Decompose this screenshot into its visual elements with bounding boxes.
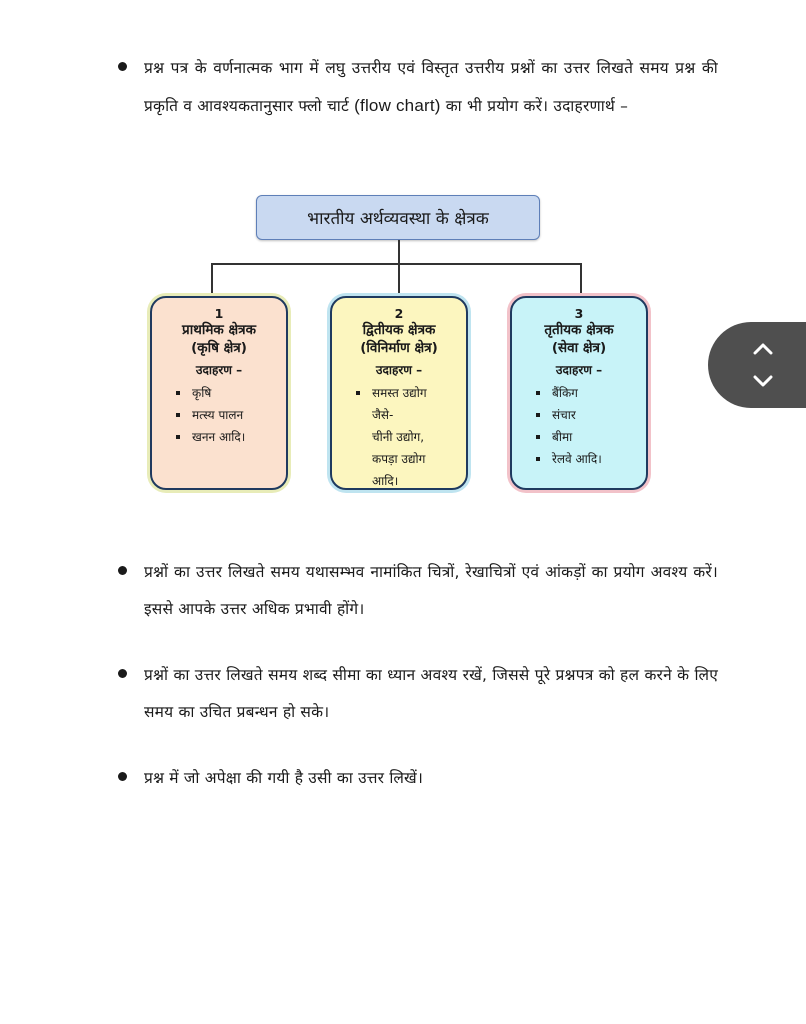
list-item [118, 554, 718, 628]
chevron-up-icon[interactable] [752, 338, 774, 360]
connector-line [211, 263, 213, 296]
example-label: उदाहरण – [375, 363, 423, 377]
sector-subname: (कृषि क्षेत्र) [191, 340, 247, 356]
sector-example-item: बीमा [536, 426, 646, 448]
sector-box-primary [150, 296, 288, 490]
connector-line [398, 240, 400, 264]
sector-example-line: चीनी उद्योग, [372, 430, 425, 444]
sector-example-item: संचार [536, 404, 646, 426]
bullet-icon [118, 62, 127, 71]
sector-name: प्राथमिक क्षेत्रक [182, 322, 256, 338]
bullet-icon [118, 772, 127, 781]
sector-example-line: आदि। [372, 474, 399, 488]
list-item [118, 760, 718, 797]
sector-example-item: बैंकिग [536, 382, 646, 404]
sector-subname: (विनिर्माण क्षेत्र) [360, 340, 438, 356]
sector-example-item: कृषि [176, 382, 286, 404]
sector-example-item: खनन आदि। [176, 426, 286, 448]
sector-subname: (सेवा क्षेत्र) [551, 340, 607, 356]
sector-box-secondary [330, 296, 468, 490]
flowchart-title: भारतीय अर्थव्यवस्था के क्षेत्रक [256, 195, 540, 240]
sector-example-line: कपड़ा उद्योग [372, 452, 426, 466]
bullet-text-part: का भी प्रयोग करें। उदाहरणार्थ – [445, 97, 629, 115]
sector-name: तृतीयक क्षेत्रक [544, 322, 614, 338]
sector-number: 3 [574, 306, 584, 321]
connector-line [211, 263, 582, 265]
connector-line [398, 263, 400, 296]
sector-name: द्वितीयक क्षेत्रक [362, 322, 436, 338]
bullet-icon [118, 669, 127, 678]
sector-number: 1 [214, 306, 224, 321]
sector-box-tertiary [510, 296, 648, 490]
bullet-text [144, 50, 718, 125]
list-item [118, 657, 718, 731]
bullet-text: प्रश्नों का उत्तर लिखते समय यथासम्भव नामांकित चित्रों, रेखाचित्रों एवं आंकड़ों का प्रयोग अवश्य करें। इससे आपके उत्तर अधिक प्रभावी होंगे। [144, 563, 718, 618]
sector-example-item: रेलवे आदि। [536, 448, 646, 470]
connector-line [580, 263, 582, 296]
english-term: (flow chart) [354, 96, 441, 115]
example-label: उदाहरण – [555, 363, 603, 377]
sector-example-line: जैसे- [372, 408, 394, 422]
bullet-text-part: प्रश्न पत्र के वर्णनात्मक भाग में लघु उत्तरीय एवं विस्तृत उत्तरीय प्रश्नों का उत्तर लिखते समय प्रश्न की प्रकृति व आवश्यकतानुसार फ्लो चार्ट [144, 59, 718, 115]
bullet-icon [118, 566, 127, 575]
sector-example-item: समस्त उद्योग [356, 382, 466, 404]
page-scroll-nav[interactable] [708, 322, 806, 408]
list-item [118, 50, 718, 125]
bullet-text: प्रश्न में जो अपेक्षा की गयी है उसी का उत्तर लिखें। [144, 769, 424, 787]
bullet-text: प्रश्नों का उत्तर लिखते समय शब्द सीमा का ध्यान अवश्य रखें, जिससे पूरे प्रश्नपत्र को हल करने के लिए समय का उचित प्रबन्धन हो सके। [144, 666, 718, 721]
sector-number: 2 [394, 306, 404, 321]
example-label: उदाहरण – [195, 363, 243, 377]
sector-example-item: मत्स्य पालन [176, 404, 286, 426]
chevron-down-icon[interactable] [752, 370, 774, 392]
